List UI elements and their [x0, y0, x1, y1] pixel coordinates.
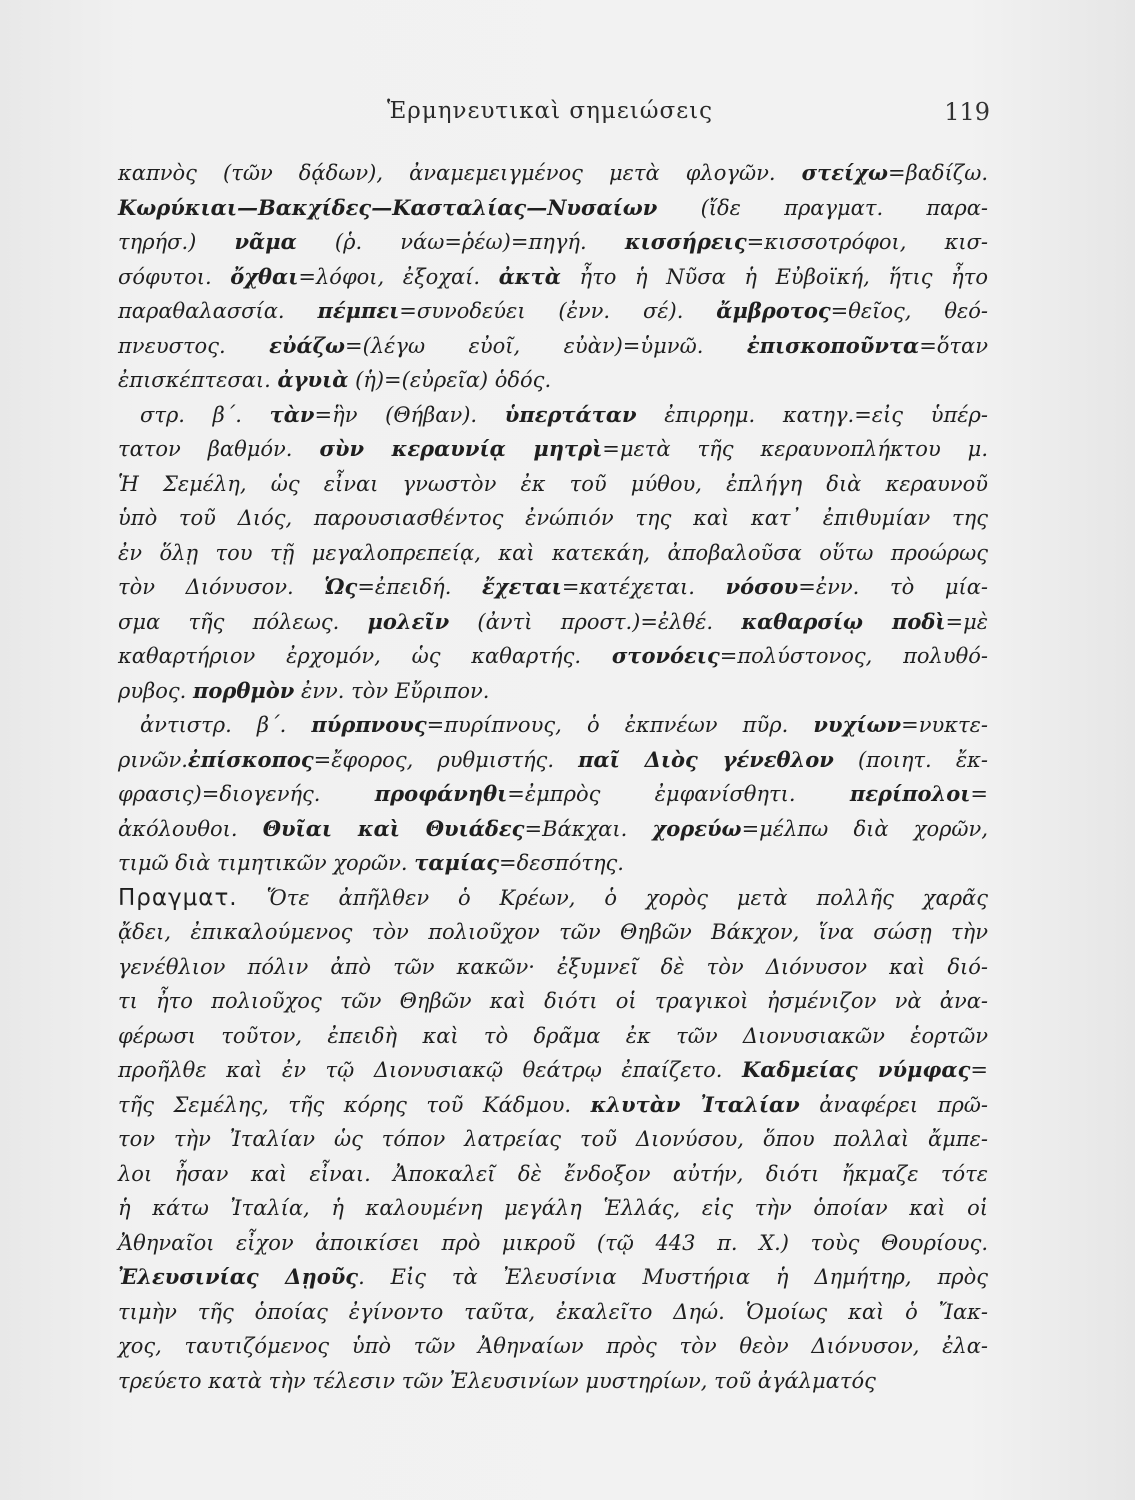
text-line	[118, 915, 988, 950]
gloss-text: (ἴδε πραγματ. παρα-	[657, 195, 988, 220]
lemma-term: ὑπερτάταν	[504, 401, 637, 427]
gloss-text: =κατέχεται.	[561, 575, 726, 599]
gloss-text: τηρήσ.)	[118, 230, 235, 254]
gloss-text: =μέλπω διὰ χορῶν,	[741, 816, 988, 841]
lemma-term: προφάνηθι	[374, 781, 508, 806]
gloss-text: τὸν Διόνυσον.	[118, 575, 325, 599]
gloss-text: Ὅτε ἀπῆλθεν ὁ Κρέων, ὁ χορὸς μετὰ πολλῆς χαρᾶς	[237, 885, 988, 910]
lemma-term: πύρπνους	[311, 712, 427, 737]
gloss-text: (ἀντὶ προστ.)=ἐλθέ.	[449, 609, 742, 634]
text-line	[118, 156, 988, 191]
gloss-text: στρ. β΄.	[140, 402, 270, 427]
gloss-text: =κισσοτρόφοι, κισ-	[746, 230, 989, 254]
lemma-term: νόσου	[725, 574, 799, 599]
page-body-text	[118, 156, 988, 1398]
gloss-text: =ἐπειδή.	[357, 575, 483, 599]
lemma-term: ταμίας	[414, 850, 500, 875]
gloss-text: =	[970, 782, 988, 806]
text-line	[118, 881, 988, 916]
gloss-text: ρινῶν.	[118, 747, 188, 772]
gloss-text: ἐπιρρημ. κατηγ.=εἰς ὑπέρ-	[636, 402, 989, 427]
text-line	[118, 363, 988, 398]
text-line	[118, 536, 988, 571]
gloss-text: =μετὰ τῆς κεραυνοπλήκτου μ.	[602, 437, 988, 461]
gloss-text: τρεύετο κατὰ τὴν τέλεσιν τῶν Ἐλευσινίων μυστηρίων, τοῦ ἀγάλματός	[118, 1368, 876, 1393]
gloss-text: (ῥ. νάω=ῥέω)=πηγή.	[296, 230, 625, 254]
text-line	[118, 950, 988, 985]
lemma-term: Ὡς	[324, 574, 358, 599]
gloss-text: ἀντιστρ. β΄.	[140, 713, 312, 737]
gloss-text: σόφυτοι.	[118, 264, 231, 289]
text-line	[118, 294, 988, 329]
lemma-term: ἐπισκοποῦντα	[746, 332, 920, 358]
text-line	[118, 674, 988, 709]
gloss-text: φέρωσι τοῦτον, ἐπειδὴ καὶ τὸ δρᾶμα ἐκ τῶν Διονυσιακῶν ἑορτῶν	[118, 1023, 988, 1048]
gloss-text: χος, ταυτιζόμενος ὑπὸ τῶν Ἀθηναίων πρὸς τὸν θεὸν Διόνυσον, ἐλα-	[118, 1334, 988, 1358]
gloss-text: τι ἦτο πολιοῦχος τῶν Θηβῶν καὶ διότι οἱ τραγικοὶ ἠσμένιζον νὰ ἀνα-	[118, 989, 988, 1013]
text-line	[118, 1260, 988, 1295]
lemma-term: ἀκτὰ	[498, 263, 561, 289]
lemma-term: ἔχεται	[482, 574, 562, 599]
text-line	[118, 225, 988, 260]
gloss-text: =βαδίζω.	[888, 161, 988, 185]
running-title: Ἑρμηνευτικαὶ σημειώσεις	[386, 98, 714, 124]
gloss-text: =	[970, 1058, 988, 1082]
gloss-text: =θεῖος, θεό-	[830, 299, 988, 323]
gloss-text: (ποιητ. ἔκ-	[833, 747, 988, 772]
text-line	[118, 570, 988, 605]
lemma-term: παῖ Διὸς γένεθλον	[578, 746, 834, 772]
text-line	[118, 846, 988, 881]
gloss-text: ἀκόλουθοι.	[118, 816, 263, 841]
lemma-term: μολεῖν	[367, 608, 450, 634]
page-number: 119	[944, 98, 990, 126]
gloss-text: καθαρτήριον ἐρχομόν, ὡς καθαρτής.	[118, 644, 612, 668]
text-line	[118, 1019, 988, 1054]
gloss-text: =λόφοι, ἐξοχαί.	[298, 264, 499, 289]
gloss-text: καπνὸς (τῶν δᾴδων), ἀναμεμειγμένος μετὰ φλογῶν.	[118, 161, 802, 185]
gloss-text: ἦτο ἡ Νῦσα ἡ Εὐβοϊκή, ἥτις ἦτο	[560, 264, 988, 289]
text-line	[118, 329, 988, 364]
lemma-term: Θυῖαι καὶ Θυιάδες	[262, 815, 525, 841]
lemma-term: Ἐλευσινίας Δῃοῦς	[118, 1264, 359, 1289]
text-line	[118, 191, 988, 226]
lemma-term: καθαρσίῳ ποδὶ	[741, 608, 946, 634]
gloss-text: =ἐμπρὸς ἐμφανίσθητι.	[507, 782, 850, 806]
lemma-term: ὄχθαι	[230, 263, 299, 289]
text-line	[118, 1088, 988, 1123]
text-line	[118, 1053, 988, 1088]
text-line	[118, 777, 988, 812]
gloss-text: =πυρίπνους, ὁ ἐκπνέων πῦρ.	[426, 713, 814, 737]
section-heading: Πραγματ.	[118, 884, 238, 911]
gloss-text: φρασις)=διογενής.	[118, 782, 375, 806]
gloss-text: =ἐνν. τὸ μία-	[798, 575, 989, 599]
lemma-term: στείχω	[801, 160, 889, 185]
gloss-text: (ἡ)=(εὐρεῖα) ὁδός.	[348, 368, 552, 392]
gloss-text: =συνοδεύει (ἐνν. σέ).	[399, 299, 717, 323]
text-line	[118, 260, 988, 295]
gloss-text: =ἔφορος, ρυθμιστής.	[313, 747, 579, 772]
lemma-term: κισσήρεις	[624, 229, 747, 254]
lemma-term: στονόεις	[611, 643, 720, 668]
lemma-term: Καδμείας νύμφας	[742, 1057, 971, 1082]
text-line	[118, 467, 988, 502]
text-line	[118, 1329, 988, 1364]
lemma-term: χορεύω	[652, 815, 742, 841]
gloss-text: =νυκτε-	[901, 713, 988, 737]
lemma-term: Κωρύκιαι—Βακχίδες—Κασταλίας—Νυσαίων	[118, 194, 658, 220]
text-line	[118, 1191, 988, 1226]
gloss-text: =ἣν (Θήβαν).	[314, 402, 505, 427]
gloss-text: τιμῶ διὰ τιμητικῶν χορῶν.	[118, 851, 415, 875]
text-line	[118, 501, 988, 536]
gloss-text: ἡ κάτω Ἰταλία, ἡ καλουμένη μεγάλη Ἑλλάς, εἰς τὴν ὁποίαν καὶ οἱ	[118, 1196, 988, 1220]
text-line	[118, 984, 988, 1019]
gloss-text: τῆς Σεμέλης, τῆς κόρης τοῦ Κάδμου.	[118, 1092, 591, 1117]
text-line	[118, 812, 988, 847]
gloss-text: γενέθλιον πόλιν ἀπὸ τῶν κακῶν· ἐξυμνεῖ δὲ τὸν Διόνυσον καὶ διό-	[118, 954, 988, 979]
gloss-text: ἐνν. τὸν Εὔριπον.	[294, 678, 490, 703]
gloss-text: . Εἰς τὰ Ἐλευσίνια Μυστήρια ἡ Δημήτηρ, πρὸς	[358, 1265, 988, 1289]
gloss-text: παραθαλασσία.	[118, 299, 318, 323]
lemma-term: νᾶμα	[234, 229, 297, 254]
text-line	[118, 1295, 988, 1330]
text-line	[118, 1364, 988, 1399]
gloss-text: σμα τῆς πόλεως.	[118, 609, 368, 634]
text-line	[118, 1122, 988, 1157]
text-line	[118, 1226, 988, 1261]
lemma-term: εὐάζω	[269, 332, 346, 358]
text-line	[118, 708, 988, 743]
lemma-term: νυχίων	[813, 712, 902, 737]
gloss-text: τον τὴν Ἰταλίαν ὡς τόπον λατρείας τοῦ Διονύσου, ὅπου πολλαὶ ἄμπε-	[118, 1127, 988, 1151]
lemma-term: ἄμβροτος	[716, 298, 831, 323]
gloss-text: τιμὴν τῆς ὁποίας ἐγίνοντο ταῦτα, ἐκαλεῖτο Δηώ. Ὁμοίως καὶ ὁ Ἴακ-	[118, 1299, 988, 1324]
text-line	[118, 1157, 988, 1192]
lemma-term: κλυτὰν Ἰταλίαν	[590, 1091, 800, 1117]
lemma-term: πέμπει	[317, 298, 400, 323]
gloss-text: =δεσπότης.	[499, 851, 624, 875]
lemma-term: πορθμὸν	[193, 677, 295, 703]
gloss-text: =πολύστονος, πολυθό-	[719, 644, 988, 668]
gloss-text: τατον βαθμόν.	[118, 437, 320, 461]
text-line	[118, 639, 988, 674]
gloss-text: ἀναφέρει πρῶ-	[799, 1092, 989, 1117]
text-line	[118, 432, 988, 467]
gloss-text: ἐν ὅλῃ του τῇ μεγαλοπρεπείᾳ, καὶ κατεκάη, ἀποβαλοῦσα οὕτω προώρως	[118, 540, 988, 565]
page-header	[110, 98, 990, 138]
gloss-text: ὑπὸ τοῦ Διός, παρουσιασθέντος ἐνώπιόν της καὶ κατ᾽ ἐπιθυμίαν της	[118, 506, 988, 530]
lemma-term: σὺν κεραυνίᾳ μητρὶ	[319, 436, 603, 461]
gloss-text: προῆλθε καὶ ἐν τῷ Διονυσιακῷ θεάτρῳ ἐπαίζετο.	[118, 1058, 743, 1082]
gloss-text: Ἡ Σεμέλη, ὡς εἶναι γνωστὸν ἐκ τοῦ μύθου, ἐπλήγη διὰ κεραυνοῦ	[118, 471, 988, 496]
lemma-term: τὰν	[269, 401, 315, 427]
gloss-text: =ὅταν	[919, 333, 988, 358]
gloss-text: ρυβος.	[118, 678, 194, 703]
gloss-text: λοι ἦσαν καὶ εἶναι. Ἀποκαλεῖ δὲ ἔνδοξον αὐτήν, διότι ἤκμαζε τότε	[118, 1161, 988, 1186]
gloss-text: =Βάκχαι.	[524, 816, 653, 841]
lemma-term: περίπολοι	[849, 781, 971, 806]
gloss-text: =(λέγω εὐοῖ, εὐὰν)=ὑμνῶ.	[345, 333, 747, 358]
text-line	[118, 605, 988, 640]
gloss-text: ἐπισκέπτεσαι.	[118, 368, 278, 392]
gloss-text: πνευστος.	[118, 333, 270, 358]
gloss-text: =μὲ	[945, 609, 989, 634]
lemma-term: ἀγυιὰ	[277, 367, 349, 392]
gloss-text: ᾄδει, ἐπικαλούμενος τὸν πολιοῦχον τῶν Θηβῶν Βάκχον, ἵνα σώσῃ τὴν	[118, 920, 988, 944]
text-line	[118, 398, 988, 433]
gloss-text: Ἀθηναῖοι εἶχον ἀποικίσει πρὸ μικροῦ (τῷ 443 π. Χ.) τοὺς Θουρίους.	[118, 1230, 988, 1255]
text-line	[118, 743, 988, 778]
lemma-term: ἐπίσκοπος	[187, 746, 314, 772]
